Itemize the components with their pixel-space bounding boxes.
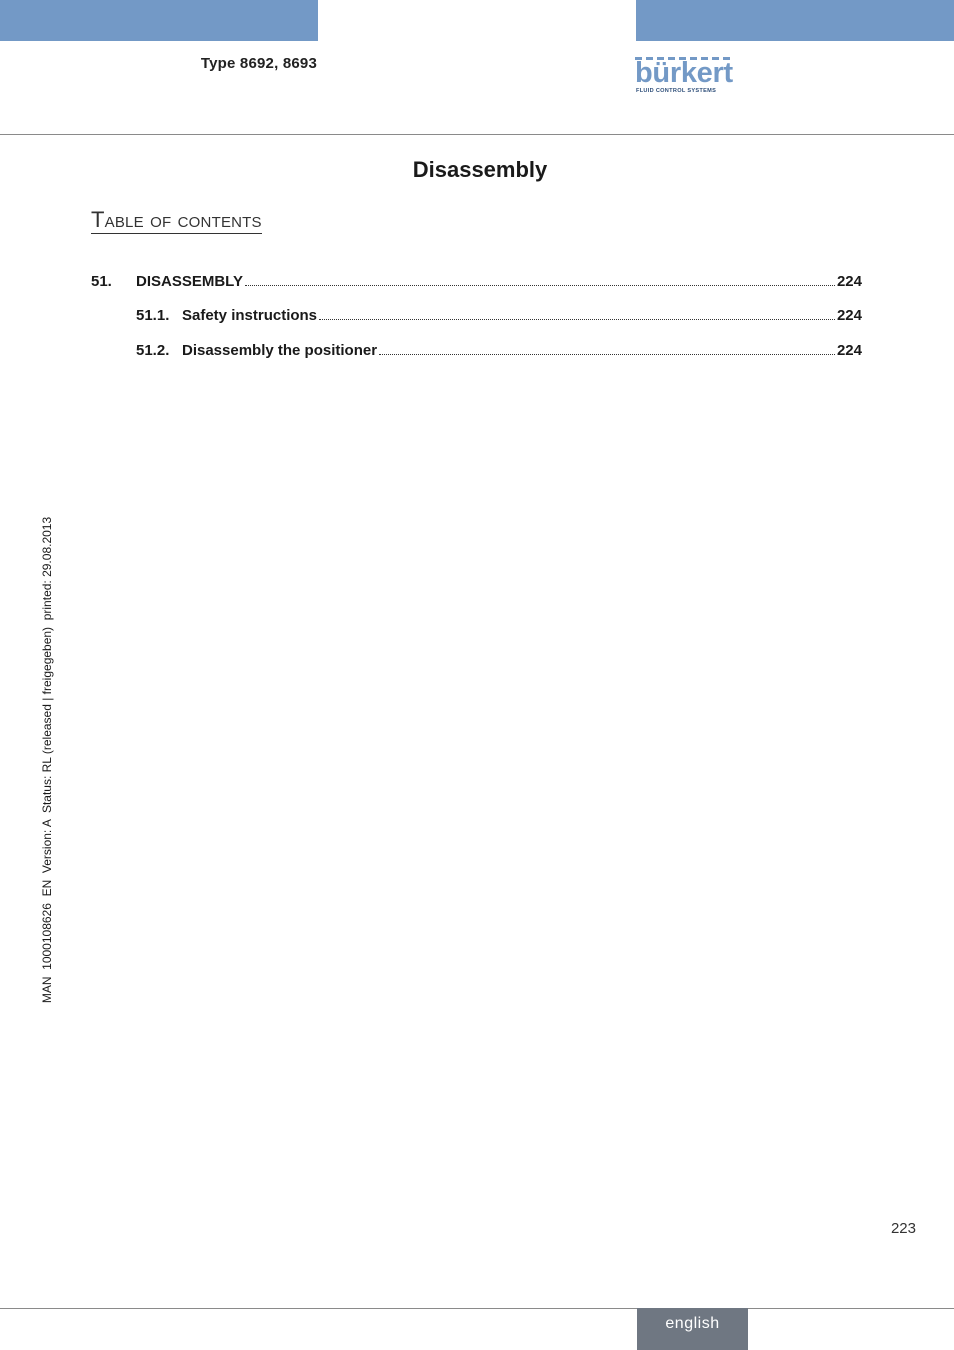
toc-entry-title: Safety instructions xyxy=(182,307,318,324)
toc-entry-page: 224 xyxy=(836,273,862,290)
document-revision-note: MAN 1000108626 EN Version: A Status: RL (released | freigegeben) printed: 29.08.2013 xyxy=(40,516,54,1004)
header-divider xyxy=(0,134,954,135)
toc-entry-page: 224 xyxy=(836,342,862,359)
toc-entry-number: 51. xyxy=(91,273,112,290)
toc-entry-number: 51.1. xyxy=(136,307,170,324)
toc-entry-51[interactable] xyxy=(91,273,862,290)
toc-entry-51-2[interactable] xyxy=(91,342,862,359)
language-tab: english xyxy=(637,1308,748,1350)
toc-heading: Table of contents xyxy=(91,207,262,232)
toc-entry-51-1[interactable] xyxy=(91,307,862,324)
toc-entry-number: 51.2. xyxy=(136,342,170,359)
toc-leader-dots xyxy=(319,318,835,320)
logo-wordmark: bürkert xyxy=(635,57,733,89)
toc-leader-dots xyxy=(379,353,835,355)
logo-tagline: FLUID CONTROL SYSTEMS xyxy=(636,88,717,94)
toc-entry-title: DISASSEMBLY xyxy=(136,273,243,290)
toc-entry-title: Disassembly the positioner xyxy=(182,342,378,359)
header-band-right xyxy=(636,0,954,41)
chapter-title: Disassembly xyxy=(412,157,548,182)
toc-entry-page: 224 xyxy=(836,307,862,324)
page-number: 223 xyxy=(890,1220,916,1237)
document-type: Type 8692, 8693 xyxy=(200,55,317,72)
burkert-logo xyxy=(635,57,735,97)
footer-divider xyxy=(0,1308,954,1309)
header-band-left xyxy=(0,0,318,41)
toc-leader-dots xyxy=(245,284,835,286)
